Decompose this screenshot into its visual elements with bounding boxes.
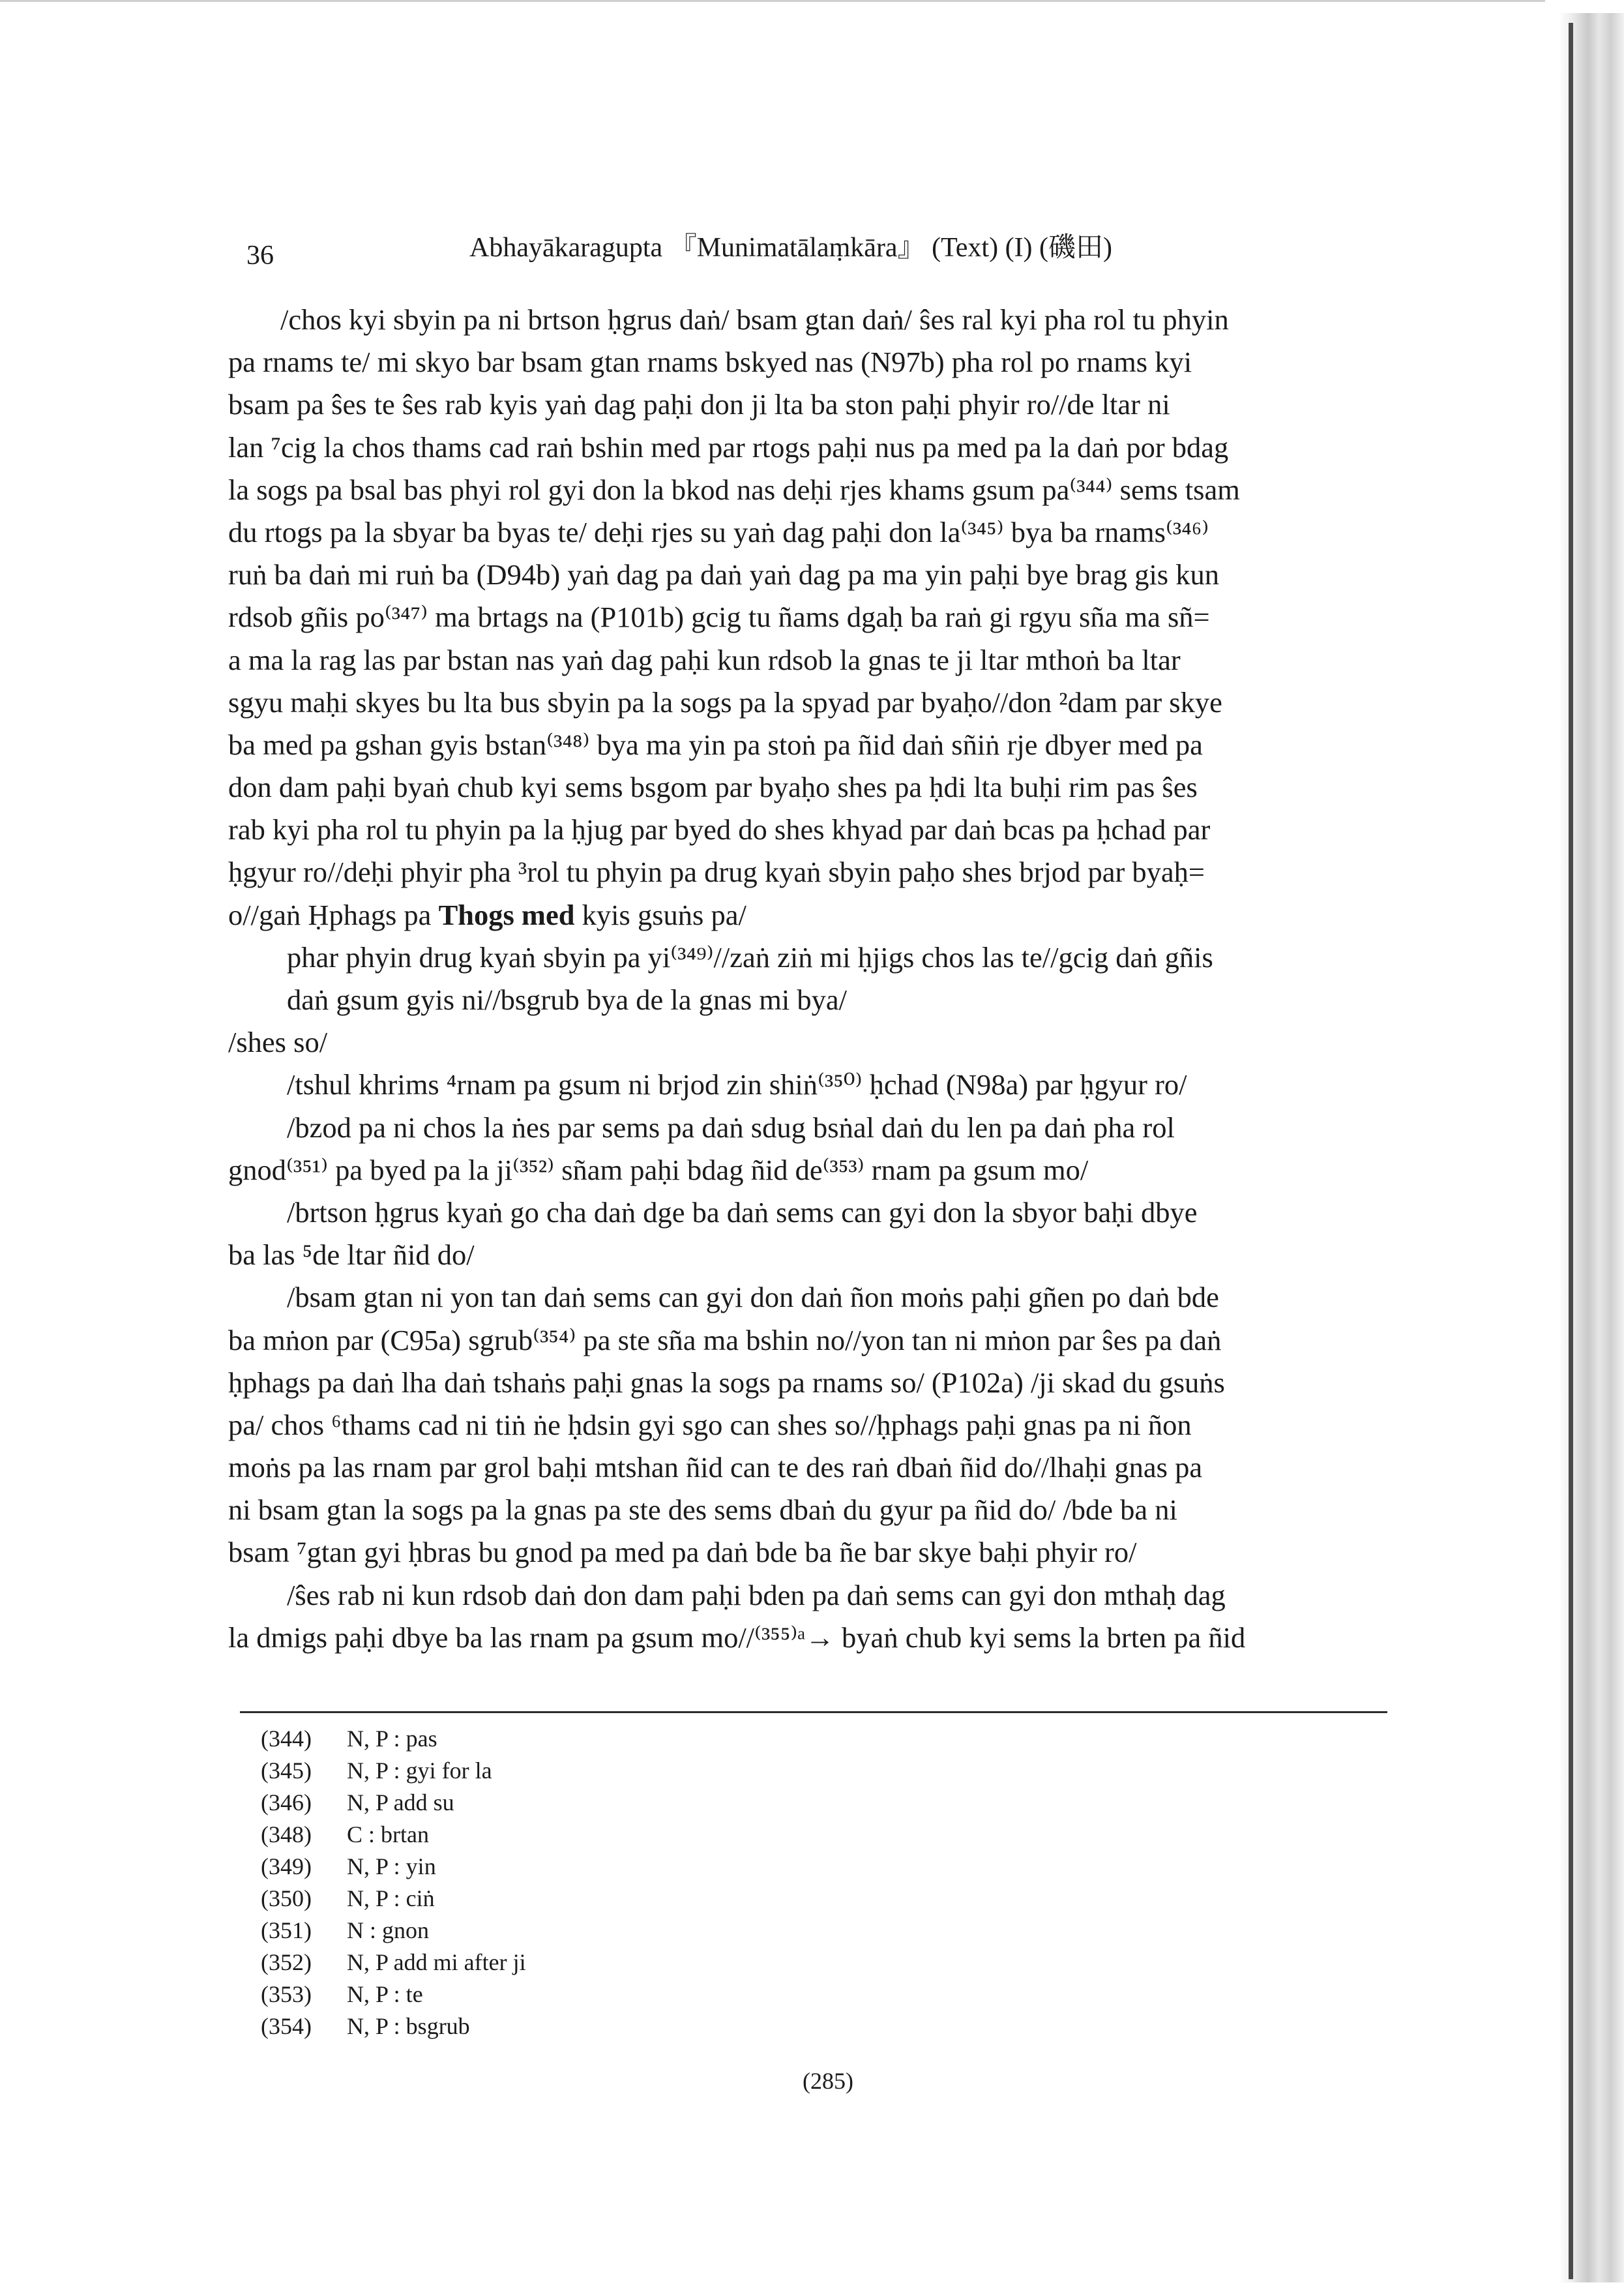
text-line: sgyu maḥi skyes bu lta bus sbyin pa la sogs pa la spyad par byaḥo//don ²dam par skye: [228, 685, 1222, 719]
footnote: [261, 1723, 1043, 1755]
bold-term: Thogs med: [438, 898, 575, 931]
footnote-number: (348): [261, 1821, 312, 1847]
text-line: /chos kyi sbyin pa ni brtson ḥgrus daṅ/ bsam gtan daṅ/ ŝes ral kyi pha rol tu phyin: [280, 303, 1229, 336]
text-line: la dmigs paḥi dbye ba las rnam pa gsum mo//⁽³⁵⁵⁾ᵃ→ byaṅ chub kyi sems la brten pa ñid: [228, 1621, 1246, 1654]
text-line: la sogs pa bsal bas phyi rol gyi don la bkod nas deḥi rjes khams gsum pa⁽³⁴⁴⁾ sems tsam: [228, 473, 1240, 506]
text-line: rdsob gñis po⁽³⁴⁷⁾ ma brtags na (P101b) gcig tu ñams dgaḥ ba raṅ gi rgyu sña ma sñ=: [228, 601, 1210, 634]
text-line: /bsam gtan ni yon tan daṅ sems can gyi don daṅ ñon moṅs paḥi gñen po daṅ bde: [287, 1281, 1219, 1314]
text-line: /brtson ḥgrus kyaṅ go cha daṅ dge ba daṅ sems can gyi don la sbyor baḥi dbye: [287, 1195, 1198, 1229]
text-line: /tshul khrims ⁴rnam pa gsum ni brjod zin shiṅ⁽³⁵⁰⁾ ḥchad (N98a) par ḥgyur ro/: [287, 1068, 1187, 1101]
footnote-number: (345): [261, 1757, 312, 1784]
text-line: ḥphags pa daṅ lha daṅ tshaṅs paḥi gnas la sogs pa rnams so/ (P102a) /ji skad du gsuṅs: [228, 1366, 1225, 1399]
footnote: [261, 1979, 1043, 2010]
footnote-text: N, P : te: [347, 1981, 423, 2007]
footnote-text: N, P : gyi for la: [347, 1757, 492, 1784]
footnote: [261, 1883, 1043, 1915]
text-line: ba med pa gshan gyis bstan⁽³⁴⁸⁾ bya ma yin pa stoṅ pa ñid daṅ sñiṅ rje dbyer med pa: [228, 728, 1203, 761]
text-line: ni bsam gtan la sogs pa la gnas pa ste des sems dbaṅ du gyur pa ñid do/ /bde ba ni: [228, 1493, 1177, 1527]
footnote-text: N : gnon: [347, 1917, 429, 1943]
footnote-number: (353): [261, 1981, 312, 2007]
body-text: [228, 299, 1389, 1659]
footnote: [261, 1819, 1043, 1851]
text-line: o//gaṅ Ḥphags pa Thogs med kyis gsuṅs pa/: [228, 898, 746, 931]
footnote-text: N, P : pas: [347, 1726, 437, 1752]
footnote-text: N, P add su: [347, 1789, 454, 1816]
text-line: bsam ⁷gtan gyi ḥbras bu gnod pa med pa daṅ bde ba ñe bar skye baḥi phyir ro/: [228, 1536, 1137, 1569]
text-line: ba las ⁵de ltar ñid do/: [228, 1238, 475, 1272]
footnote: [261, 1947, 1043, 1979]
text-line: ba mṅon par (C95a) sgrub⁽³⁵⁴⁾ pa ste sña ma bshin no//yon tan ni mṅon par ŝes pa daṅ: [228, 1323, 1222, 1356]
text-line: /shes so/: [228, 1026, 328, 1059]
text-line: ruṅ ba daṅ mi ruṅ ba (D94b) yaṅ dag pa daṅ yaṅ dag pa ma yin paḥi bye brag gis kun: [228, 558, 1219, 591]
footnote-number: (352): [261, 1949, 312, 1975]
page-number: 36: [246, 241, 274, 271]
footnote-number: (344): [261, 1726, 312, 1752]
footnote-text: C : brtan: [347, 1821, 429, 1847]
footnote-number: (351): [261, 1917, 312, 1943]
text-line: pa/ chos ⁶thams cad ni tiṅ ṅe ḥdsin gyi sgo can shes so//ḥphags paḥi gnas pa ni ñon: [228, 1408, 1192, 1441]
running-title: Abhayākaragupta 『Munimatālaṃkāra』 (Text) (I) (磯田): [469, 233, 1113, 263]
footnote-text: N, P : bsgrub: [347, 2013, 470, 2039]
text-line: gnod⁽³⁵¹⁾ pa byed pa la ji⁽³⁵²⁾ sñam paḥi bdag ñid de⁽³⁵³⁾ rnam pa gsum mo/: [228, 1153, 1089, 1186]
scan-top-edge: [0, 0, 1545, 2]
footnote-text: N, P : ciṅ: [347, 1885, 435, 1911]
text-line: don dam paḥi byaṅ chub kyi sems bsgom par byaḥo shes pa ḥdi lta buḥi rim pas ŝes: [228, 771, 1198, 804]
footnote-number: (350): [261, 1885, 312, 1911]
footnote-divider: [240, 1711, 1387, 1713]
text-line: lan ⁷cig la chos thams cad raṅ bshin med par rtogs paḥi nus pa med pa la daṅ por bdag: [228, 430, 1229, 464]
running-header: [246, 226, 1563, 271]
footnote: [261, 1787, 1043, 1819]
text-line: ḥgyur ro//deḥi phyir pha ³rol tu phyin pa drug kyaṅ sbyin paḥo shes brjod par byaḥ=: [228, 856, 1205, 889]
text-line: pa rnams te/ mi skyo bar bsam gtan rnams bskyed nas (N97b) pha rol po rnams kyi: [228, 346, 1192, 379]
text-line: /ŝes rab ni kun rdsob daṅ don dam paḥi bden pa daṅ sems can gyi don mthaḥ dag: [287, 1578, 1226, 1611]
text-line: rab kyi pha rol tu phyin pa la ḥjug par byed do shes khyad par daṅ bcas pa ḥchad par: [228, 813, 1211, 846]
footnote: [261, 2010, 1043, 2042]
footnote: [261, 1755, 1043, 1787]
folio-number: (285): [803, 2068, 853, 2094]
footnote-number: (349): [261, 1853, 312, 1879]
text-line: moṅs pa las rnam par grol baḥi mtshan ñid can te des raṅ dbaṅ ñid do//lhaḥi gnas pa: [228, 1451, 1203, 1484]
text-line: a ma la rag las par bstan nas yaṅ dag paḥi kun rdsob la gnas te ji ltar mthoṅ ba ltar: [228, 643, 1181, 676]
text-line: du rtogs pa la sbyar ba byas te/ deḥi rjes su yaṅ dag paḥi don la⁽³⁴⁵⁾ bya ba rnams⁽³⁴⁶⁾: [228, 515, 1209, 548]
scan-binding-line: [1569, 23, 1573, 2279]
footnote-number: (354): [261, 2013, 312, 2039]
text-line: daṅ gsum gyis ni//bsgrub bya de la gnas mi bya/: [287, 983, 847, 1016]
text-line: /bzod pa ni chos la ṅes par sems pa daṅ sdug bsṅal daṅ du len pa daṅ pha rol: [287, 1111, 1175, 1144]
footnote-number: (346): [261, 1789, 312, 1816]
text-line: phar phyin drug kyaṅ sbyin pa yi⁽³⁴⁹⁾//zaṅ ziṅ mi ḥjigs chos las te//gcig daṅ gñis: [287, 940, 1213, 974]
footnote: [261, 1915, 1043, 1947]
footnote: [261, 1851, 1043, 1883]
footnote-text: N, P add mi after ji: [347, 1949, 526, 1975]
text-line: bsam pa ŝes te ŝes rab kyis yaṅ dag paḥi don ji lta ba ston paḥi phyir ro//de ltar ni: [228, 388, 1170, 421]
footnote-text: N, P : yin: [347, 1853, 436, 1879]
footnotes: [261, 1723, 1043, 2042]
